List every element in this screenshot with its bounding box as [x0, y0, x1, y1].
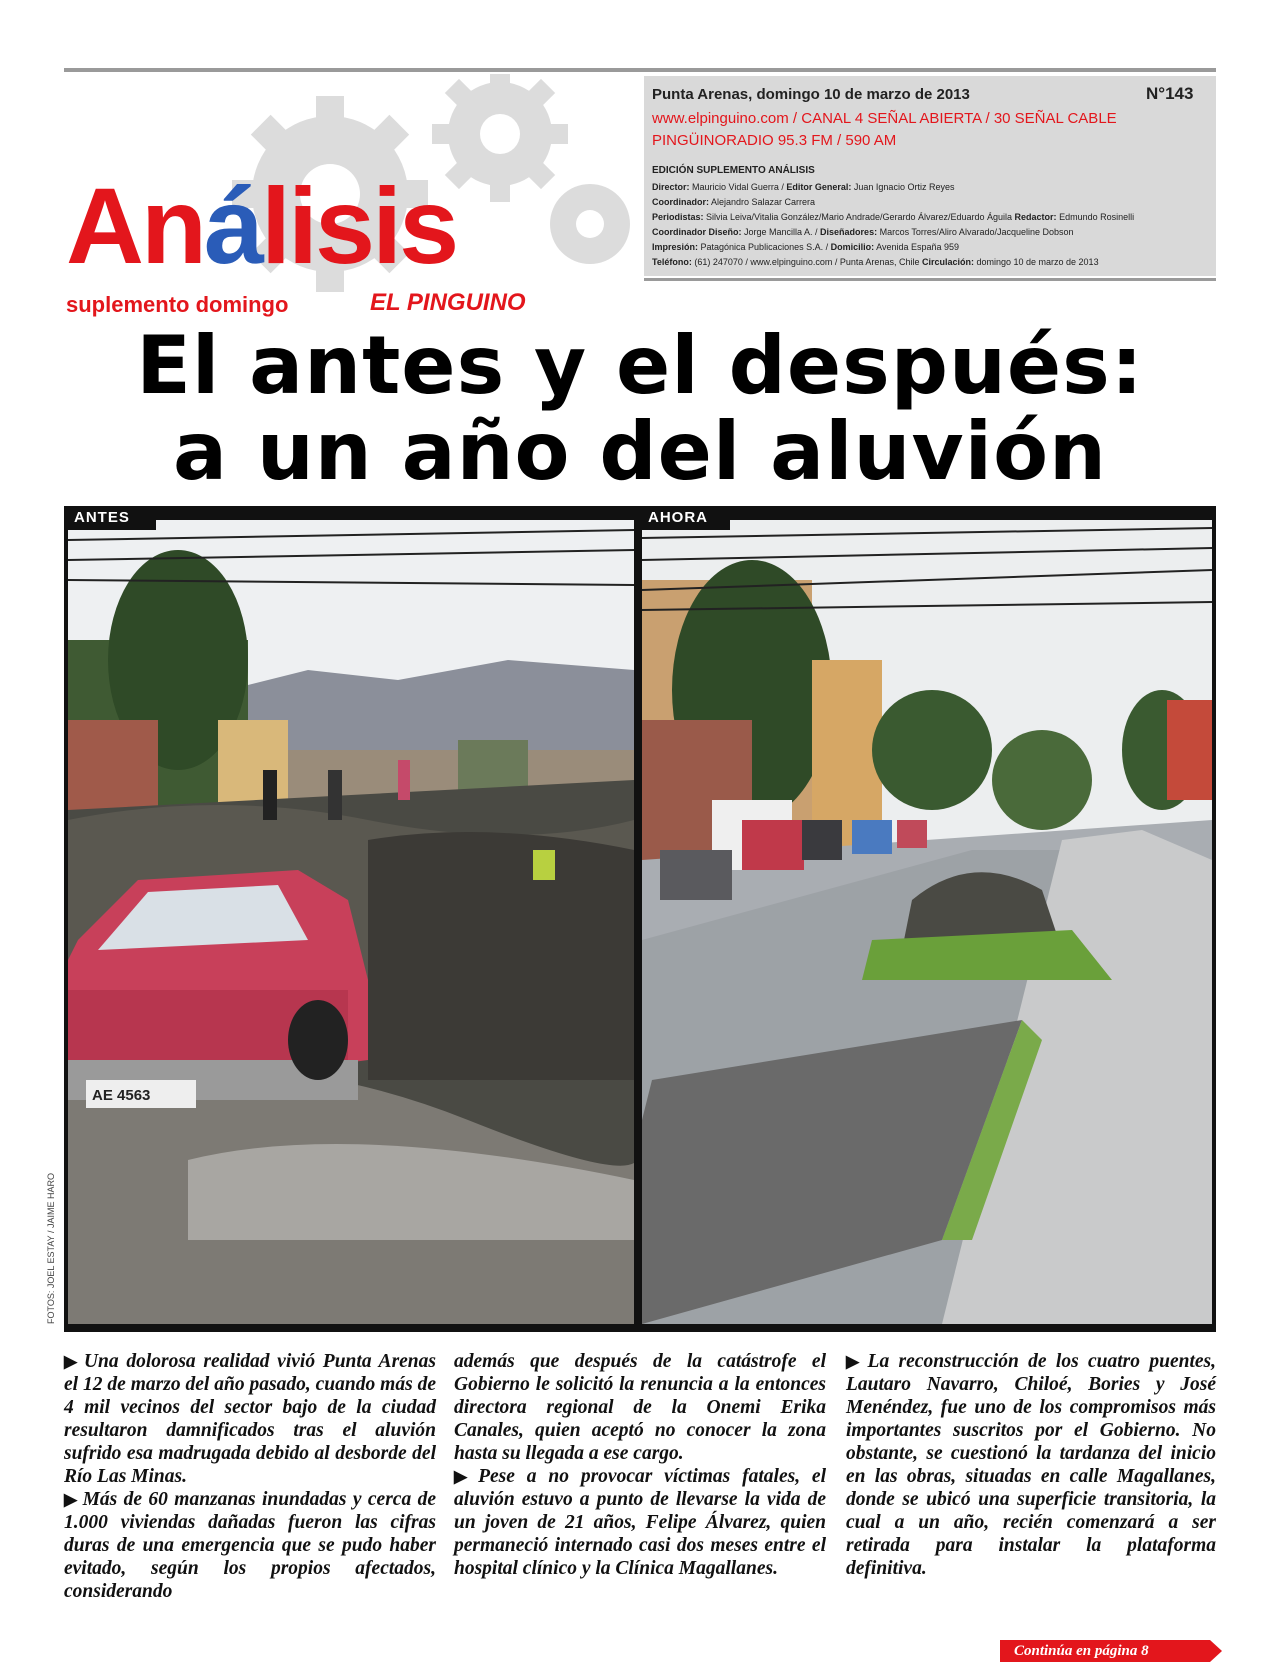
credit-line: Teléfono: (61) 247070 / www.elpinguino.com / Punta Arenas, Chile Circulación: domingo 10 de marzo de 2013: [652, 257, 1099, 267]
credit-line: Coordinador Diseño: Jorge Mancilla A. / Diseñadores: Marcos Torres/Aliro Alvarado/Jacqueline Dobson: [652, 227, 1074, 237]
article-column-2: [454, 1350, 826, 1580]
photo-before: [68, 520, 634, 1324]
article-column-1: [64, 1350, 436, 1603]
web-line: www.elpinguino.com / CANAL 4 SEÑAL ABIERTA / 30 SEÑAL CABLE: [652, 110, 1117, 127]
credit-line: Impresión: Patagónica Publicaciones S.A. / Domicilio: Avenida España 959: [652, 242, 960, 252]
paragraph: además que después de la catástrofe el Gobierno le solicitó la renuncia a la entonces directora regional de la Onemi Erika Canales, quien aceptó no conocer la zona hasta su llegada a ese cargo.: [454, 1351, 826, 1464]
license-plate: AE 4563: [92, 1087, 151, 1104]
paragraph: ▶ Pese a no provocar víctimas fatales, el aluvión estuvo a punto de llevarse la vida de un joven de 21 años, Felipe Álvarez, quien permaneció internado casi dos meses entre el hospital clínico y la Clínica Magallanes.: [454, 1466, 827, 1579]
arrow-icon: ▶: [454, 1467, 475, 1486]
photo-credit: FOTOS: JOEL ESTAY / JAIME HARO: [46, 1172, 56, 1324]
edition-label: EDICIÓN SUPLEMENTO ANÁLISIS: [652, 165, 815, 176]
radio-line: PINGÜINORADIO 95.3 FM / 590 AM: [652, 132, 897, 149]
credit-line: Coordinador: Alejandro Salazar Carrera: [652, 197, 816, 207]
newspaper-name: EL PINGUINO: [370, 289, 526, 316]
logo-part-3: lisis: [261, 165, 457, 286]
arrow-icon: ▶: [64, 1352, 80, 1371]
paragraph: ▶ La reconstrucción de los cuatro puentes, Lautaro Navarro, Chiloé, Bories y José Menéndez, fue uno de los compromisos más importantes suscritos por el Gobierno. No obstante, se cuestionó la tardanza del inicio en las obras, situadas en calle Magallanes, donde se ubicó una superficie transitoria, la cual a un año, recién comenzará a ser retirada para instalar la plataforma definitiva.: [846, 1351, 1216, 1579]
paragraph: ▶ Una dolorosa realidad vivió Punta Arenas el 12 de marzo del año pasado, cuando más de 4 mil vecinos del sector bajo de la ciudad resultaron damnificados tras el aluvión sufrido esa madrugada debido al desborde del Río Las Minas.: [64, 1351, 436, 1487]
after-tag: AHORA: [638, 506, 730, 530]
logo-part-2: á: [203, 165, 262, 286]
headline-line-2: a un año del aluvión: [173, 405, 1107, 498]
article-column-3: [846, 1350, 1216, 1580]
arrow-icon: ▶: [64, 1490, 79, 1509]
paragraph: ▶ Más de 60 manzanas inundadas y cerca de 1.000 viviendas dañadas fueron las cifras duras de una emergencia que se pudo haber evitado, según los propios afectados, considerando: [64, 1489, 436, 1602]
date-line: Punta Arenas, domingo 10 de marzo de 2013: [652, 86, 970, 103]
info-box-rule: [644, 278, 1216, 281]
headline-line-1: El antes y el después:: [136, 319, 1144, 412]
supplement-label: suplemento domingo: [66, 292, 289, 317]
continues-arrow-icon: [1210, 1640, 1222, 1662]
top-rule: [64, 68, 1216, 72]
arrow-icon: ▶: [846, 1352, 864, 1371]
credit-line: Periodistas: Silvia Leiva/Vitalia González/Mario Andrade/Gerardo Álvarez/Eduardo Águila Redactor: Edmundo Rosinelli: [652, 212, 1135, 222]
logo-analisis: [66, 165, 457, 286]
credit-line: Director: Mauricio Vidal Guerra / Editor General: Juan Ignacio Ortiz Reyes: [652, 182, 955, 192]
issue-number: N°143: [1146, 84, 1194, 103]
before-tag: ANTES: [64, 506, 156, 530]
photo-now: [642, 520, 1212, 1324]
continues-link[interactable]: Continúa en página 8: [1000, 1640, 1210, 1662]
logo-part-1: An: [66, 165, 204, 286]
